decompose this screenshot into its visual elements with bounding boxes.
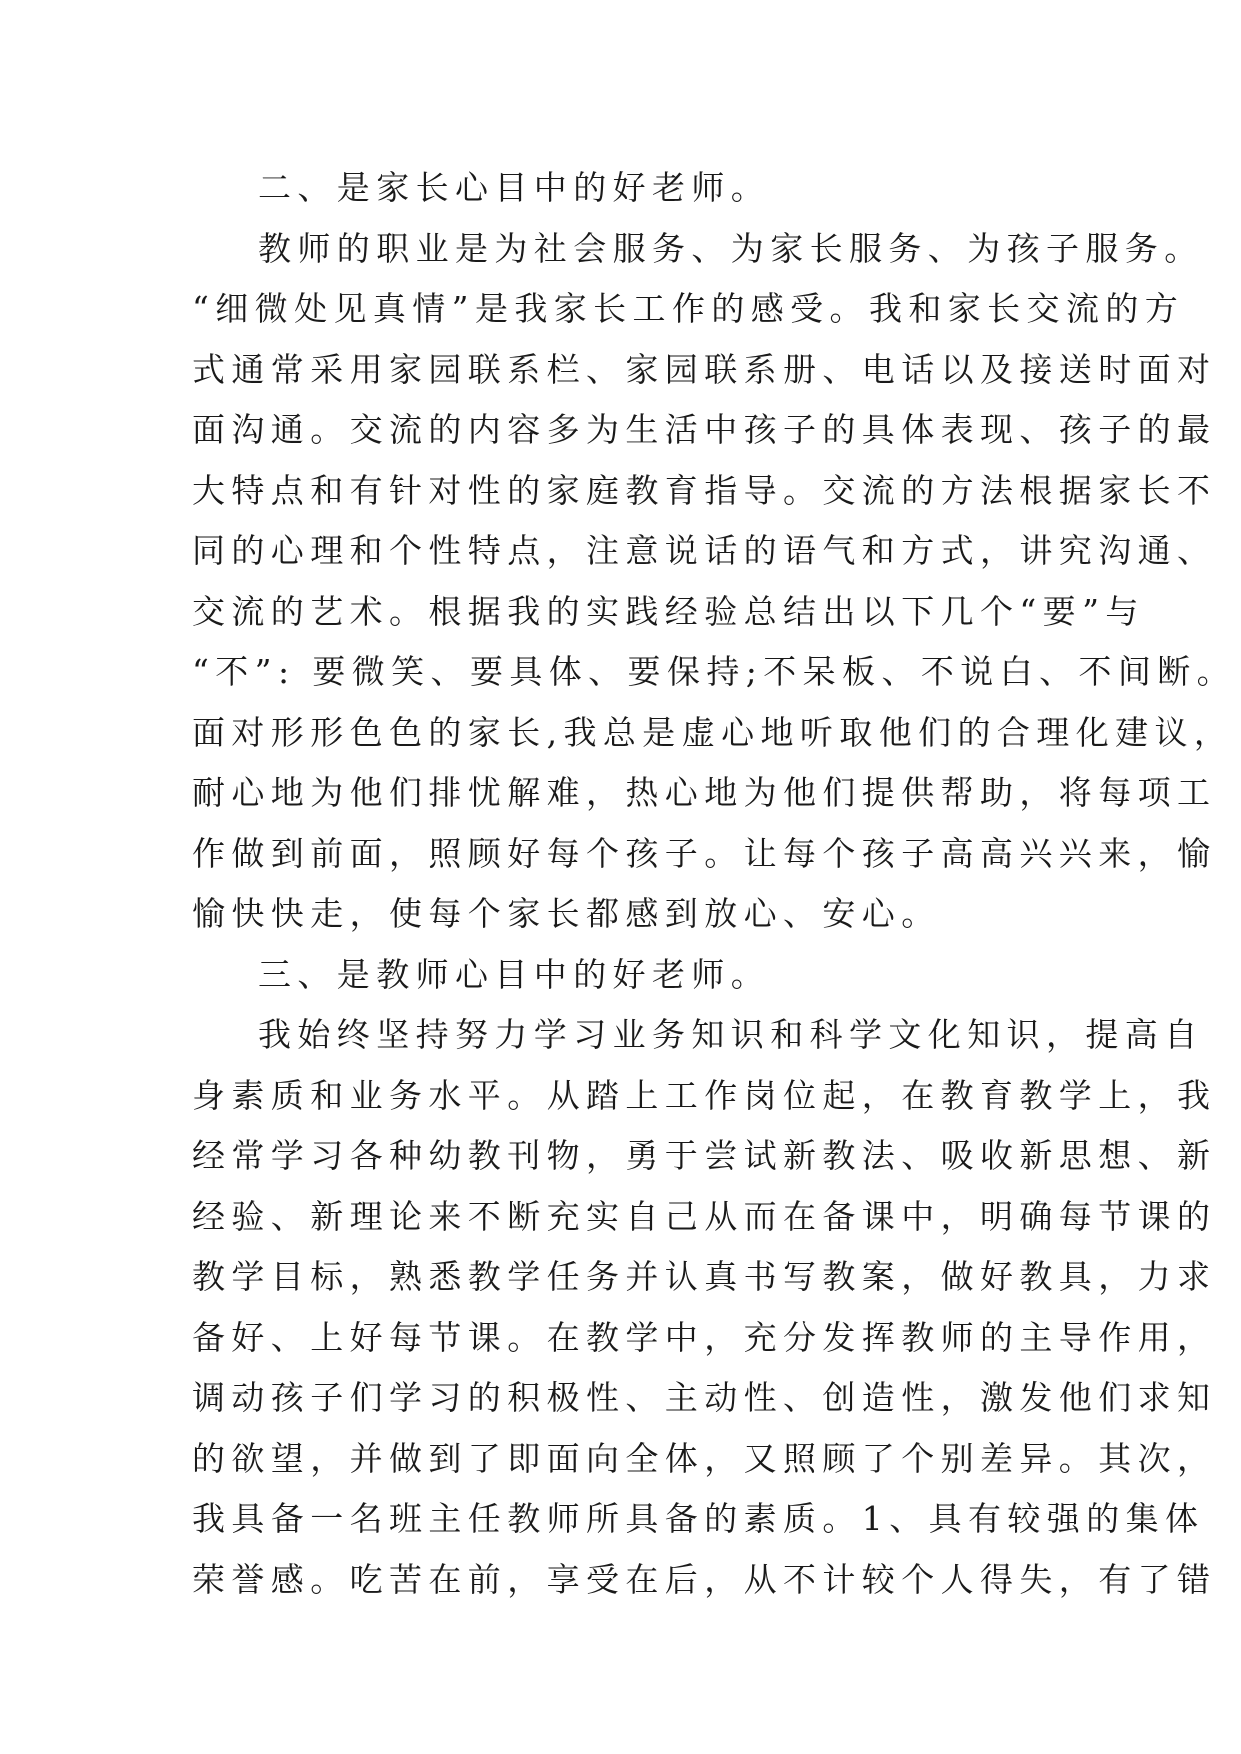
paragraph-line: 式通常采用家园联系栏、家园联系册、电话以及接送时面对 [192,349,1217,389]
paragraph-line: 经验、新理论来不断充实自己从而在备课中，明确每节课的 [192,1196,1217,1236]
section-heading: 三、是教师心目中的好老师。 [258,954,771,994]
paragraph-line: 我具备一名班主任教师所具备的素质。1、具有较强的集体 [192,1499,1205,1538]
paragraph-line: 大特点和有针对性的家庭教育指导。交流的方法根据家长不 [192,470,1217,510]
paragraph-line: 经常学习各种幼教刊物，勇于尝试新教法、吸收新思想、新 [192,1136,1217,1175]
paragraph-line: 教学目标，熟悉教学任务并认真书写教案，做好教具，力求 [192,1257,1217,1296]
paragraph-line: 愉快快走，使每个家长都感到放心、安心。 [192,894,941,933]
paragraph-line: 教师的职业是为社会服务、为家长服务、为孩子服务。 [258,228,1204,268]
paragraph-line: 备好、上好每节课。在教学中，充分发挥教师的主导作用， [192,1317,1217,1357]
paragraph-line: 荣誉感。吃苦在前，享受在后，从不计较个人得失，有了错 [192,1559,1217,1599]
section-heading: 二、是家长心目中的好老师。 [258,168,771,207]
paragraph-line: 同的心理和个性特点，注意说话的语气和方式，讲究沟通、 [192,531,1217,570]
paragraph-line: “不”: 要微笑、要具体、要保持;不呆板、不说白、不间断。 [192,652,1237,691]
paragraph-line: 耐心地为他们排忧解难，热心地为他们提供帮助，将每项工 [192,773,1217,812]
paragraph-line: “细微处见真情”是我家长工作的感受。我和家长交流的方 [192,289,1185,328]
document-body [192,158,1237,1610]
paragraph-line: 我始终坚持努力学习业务知识和科学文化知识，提高自 [258,1015,1204,1054]
paragraph-line: 身素质和业务水平。从踏上工作岗位起，在教育教学上，我 [192,1075,1217,1115]
paragraph-line: 面沟通。交流的内容多为生活中孩子的具体表现、孩子的最 [192,410,1217,449]
paragraph-line: 作做到前面，照顾好每个孩子。让每个孩子高高兴兴来，愉 [192,833,1217,873]
paragraph-line: 面对形形色色的家长,我总是虚心地听取他们的合理化建议， [192,712,1234,752]
paragraph-line: 调动孩子们学习的积极性、主动性、创造性，激发他们求知 [192,1378,1217,1417]
paragraph-line: 交流的艺术。根据我的实践经验总结出以下几个“要”与 [192,591,1145,631]
paragraph-line: 的欲望，并做到了即面向全体，又照顾了个别差异。其次， [192,1438,1217,1478]
